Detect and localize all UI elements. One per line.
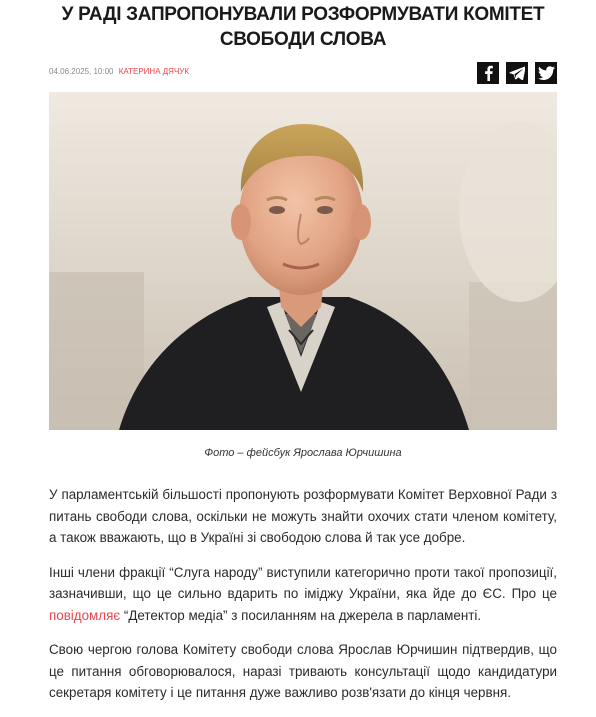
share-twitter-button[interactable] xyxy=(535,62,557,84)
publish-date: 04.06.2025, 10:00 xyxy=(49,67,114,76)
paragraph-2 xyxy=(49,562,557,627)
article-container xyxy=(49,0,557,700)
portrait-photo xyxy=(49,92,557,430)
share-facebook-button[interactable] xyxy=(477,62,499,84)
paragraph-3: Свою чергою голова Комітету свободи слова Ярослав Юрчишин підтвердив, що це питання обговорювалося, наразі тривають консультації щодо кандидатури секретаря комітету і це питання дуже важливо розв'язати до кінця червня. xyxy=(49,642,557,700)
article-title: У РАДІ ЗАПРОПОНУВАЛИ РОЗФОРМУВАТИ КОМІТЕТ СВОБОДИ СЛОВА xyxy=(61,4,545,50)
facebook-icon xyxy=(481,65,495,81)
share-telegram-button[interactable] xyxy=(506,62,528,84)
author-link[interactable]: КАТЕРИНА ДЯЧУК xyxy=(118,67,190,76)
twitter-icon xyxy=(538,66,555,80)
paragraph-2-text-after: “Детектор медіа” з посиланням на джерела в парламенті. xyxy=(120,607,482,623)
article-photo xyxy=(49,92,557,430)
telegram-icon xyxy=(509,66,525,80)
paragraph-2-text-before: Інші члени фракції “Слуга народу” виступили категорично проти такої пропозиції, зазначивши, що це сильно вдарить по іміджу України, яка йде до ЄС. Про це xyxy=(49,564,557,601)
source-link[interactable]: повідомляє xyxy=(49,607,121,623)
share-buttons xyxy=(477,62,557,84)
photo-caption: Фото – фейсбук Ярослава Юрчишина xyxy=(204,447,402,459)
meta-row xyxy=(49,62,557,84)
article-meta xyxy=(49,67,189,76)
paragraph-1: У парламентській більшості пропонують розформувати Комітет Верховної Ради з питань свободи слова, оскільки не можуть знайти охочих стати членом комітету, а також вважають, що в Україні зі свободою слова й так усе добре. xyxy=(49,487,557,545)
article-body xyxy=(49,484,557,717)
